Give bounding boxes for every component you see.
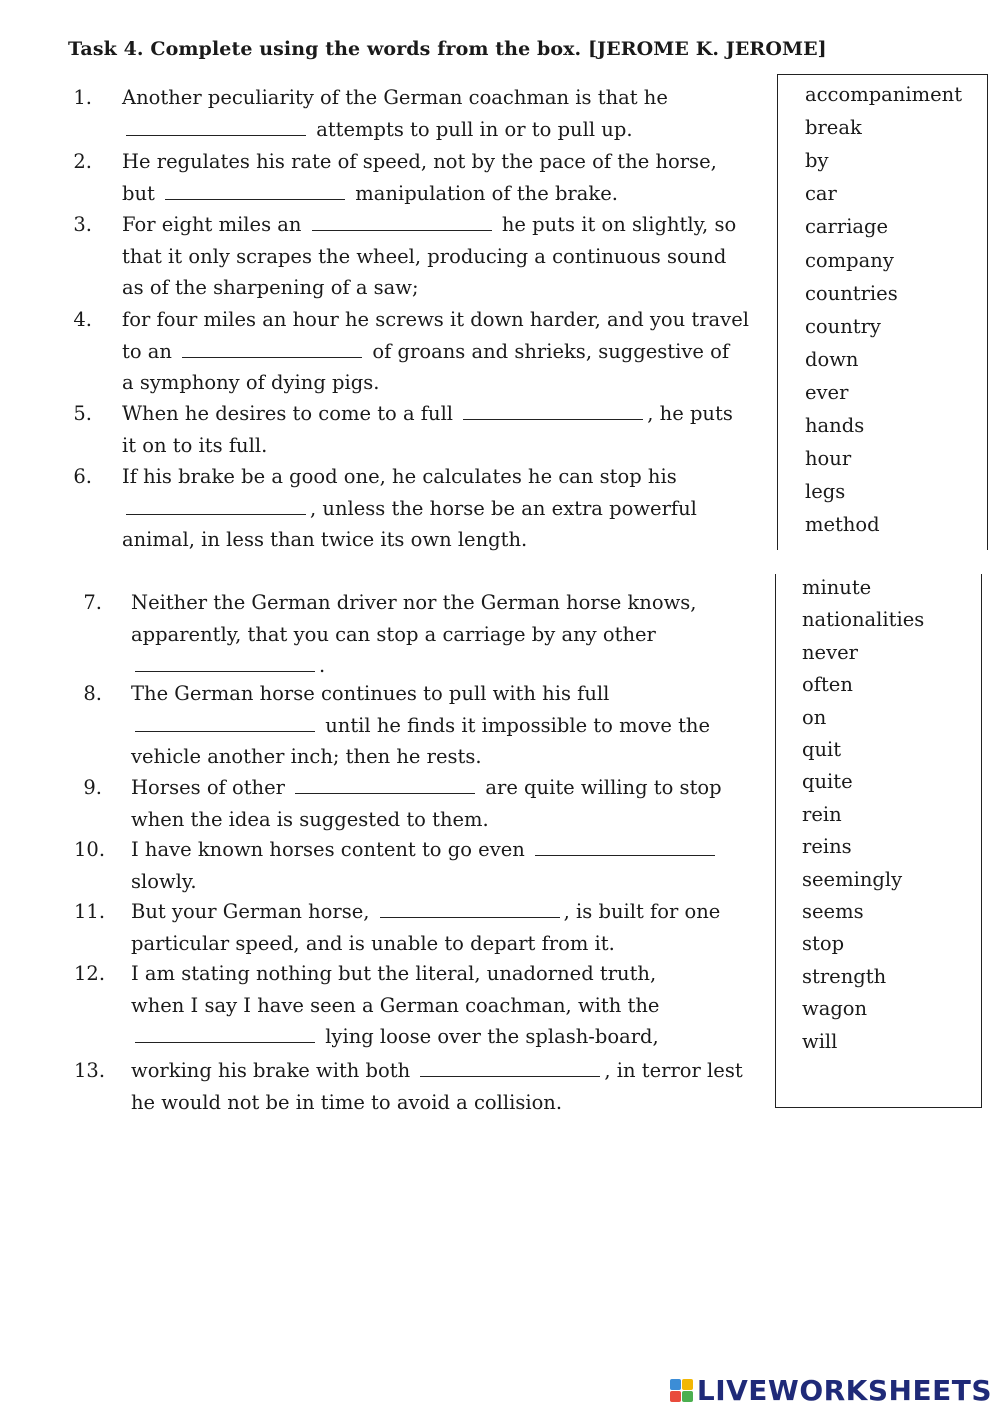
item-text: . [319,654,326,677]
item-line [131,619,656,650]
word-option: by [805,149,829,173]
item-text: I am stating nothing but the literal, unadorned truth, [131,962,657,985]
item-text: For eight miles an [122,213,308,236]
item-line [131,896,720,927]
item-text: But your German horse, [131,900,376,923]
item-line [131,1087,562,1118]
item-number: 2. [73,150,92,173]
item-text: a symphony of dying pigs. [122,371,380,394]
item-line [122,398,733,429]
item-line [131,710,710,741]
item-line [131,958,656,989]
item-line [131,866,197,897]
logo-tile [682,1391,693,1402]
logo-tile [670,1391,681,1402]
item-number: 8. [83,682,102,705]
word-option: will [802,1029,838,1053]
word-option: wagon [802,997,868,1021]
item-line [131,650,325,681]
item-text: are quite willing to stop [479,776,722,799]
item-line [122,336,729,367]
item-line [122,82,668,113]
answer-blank[interactable] [135,1041,315,1043]
item-line [131,678,609,709]
item-line [122,524,527,555]
item-text: Neither the German driver nor the German horse knows, [131,591,697,614]
item-text: , is built for one [563,900,721,923]
item-text: when the idea is suggested to them. [131,807,489,831]
item-line [131,741,482,772]
item-text: Horses of other [131,776,292,799]
word-option: hour [805,447,852,471]
liveworksheets-logo[interactable] [670,1373,992,1407]
item-line [122,209,736,240]
word-option: quite [802,770,853,794]
word-option: method [805,513,880,537]
word-option: carriage [805,215,889,239]
answer-blank[interactable] [126,513,306,515]
word-option: strength [802,964,887,988]
item-line [122,114,633,145]
item-number: 3. [73,213,92,236]
item-text: until he finds it impossible to move the [319,713,710,737]
answer-blank[interactable] [165,198,345,200]
logo-tiles-icon [670,1379,693,1402]
item-line [122,178,618,209]
word-option: rein [802,802,842,826]
word-box-bottom [775,574,982,1108]
word-option: countries [805,281,898,305]
item-text: apparently, that you can stop a carriage by any other [131,622,656,646]
answer-blank[interactable] [126,134,306,136]
item-text: , he puts [647,402,733,425]
word-option: on [802,705,827,729]
item-text: as of the sharpening of a saw; [122,276,419,299]
answer-blank[interactable] [420,1075,600,1077]
item-text: for four miles an hour he screws it down harder, and you travel [122,308,749,331]
item-line [131,834,719,865]
word-option: accompaniment [805,83,963,106]
answer-blank[interactable] [135,670,315,672]
answer-blank[interactable] [312,229,492,231]
item-line [122,430,267,461]
item-text: slowly. [131,869,197,893]
item-line [131,928,615,959]
word-option: stop [802,932,845,956]
word-option: reins [802,835,852,859]
answer-blank[interactable] [135,730,315,732]
item-text: He regulates his rate of speed, not by the pace of the horse, [122,150,717,173]
item-line [122,241,726,272]
item-line [131,772,722,803]
word-option: seemingly [802,867,903,891]
item-text: lying loose over the splash-board, [319,1025,659,1048]
word-option: break [805,116,862,140]
item-line [122,304,749,335]
item-number: 6. [73,465,92,488]
item-number: 11. [74,900,106,923]
item-text: of groans and shrieks, suggestive of [366,339,730,363]
word-option: nationalities [802,608,925,632]
item-text: attempts to pull in or to pull up. [310,117,633,141]
task-title: Task 4. Complete using the words from the box. [JEROME K. JEROME] [68,38,827,60]
item-text: to an [122,339,179,363]
word-option: often [802,673,853,697]
item-line [122,367,379,398]
item-number: 10. [74,838,106,861]
item-line [131,587,697,618]
answer-blank[interactable] [295,792,475,794]
item-text: but [122,181,162,205]
word-option: country [805,314,881,338]
item-text: working his brake with both [131,1059,417,1082]
item-line [131,1021,659,1052]
logo-tile [670,1379,681,1390]
item-text: I have known horses content to go even [131,838,532,861]
word-option: legs [805,480,846,504]
item-text: he puts it on slightly, so [495,213,737,236]
word-option: never [802,640,858,664]
item-text: If his brake be a good one, he calculates he can stop his [122,465,677,488]
answer-blank[interactable] [463,418,643,420]
item-line [131,1055,743,1086]
item-text: manipulation of the brake. [349,181,618,205]
item-text: , unless the horse be an extra powerful [310,496,697,520]
item-line [131,990,659,1021]
word-option: car [805,182,837,206]
word-option: quit [802,738,842,761]
word-option: seems [802,900,864,923]
item-text: , in terror lest [604,1059,743,1082]
item-text: vehicle another inch; then he rests. [131,745,482,768]
item-text: it on to its full. [122,433,268,457]
answer-blank[interactable] [535,854,715,856]
answer-blank[interactable] [182,356,362,358]
item-number: 9. [83,776,102,799]
item-text: When he desires to come to a full [122,402,460,425]
item-number: 4. [73,308,92,331]
word-box-top [777,74,988,550]
word-option: down [805,347,859,371]
item-number: 13. [74,1059,106,1082]
logo-tile [682,1379,693,1390]
item-text: animal, in less than twice its own length. [122,528,528,551]
item-text: particular speed, and is unable to depart from it. [131,931,615,955]
item-number: 12. [74,962,106,985]
item-text: that it only scrapes the wheel, producing a continuous sound [122,244,727,268]
item-line [122,272,419,303]
word-option: ever [805,380,849,404]
item-line [131,804,489,835]
word-option: hands [805,414,865,437]
item-line [122,146,717,177]
item-text: he would not be in time to avoid a collision. [131,1090,563,1114]
item-line [122,461,677,492]
logo-text: LIVEWORKSHEETS [696,1373,992,1407]
item-text: when I say I have seen a German coachman, with the [131,993,660,1017]
word-option: minute [802,576,872,599]
answer-blank[interactable] [380,916,560,918]
item-line [122,493,697,524]
item-number: 5. [73,402,92,425]
item-number: 1. [73,86,92,109]
item-text: The German horse continues to pull with his full [131,682,610,705]
word-option: company [805,248,894,272]
item-text: Another peculiarity of the German coachman is that he [122,86,668,109]
item-number: 7. [83,591,102,614]
